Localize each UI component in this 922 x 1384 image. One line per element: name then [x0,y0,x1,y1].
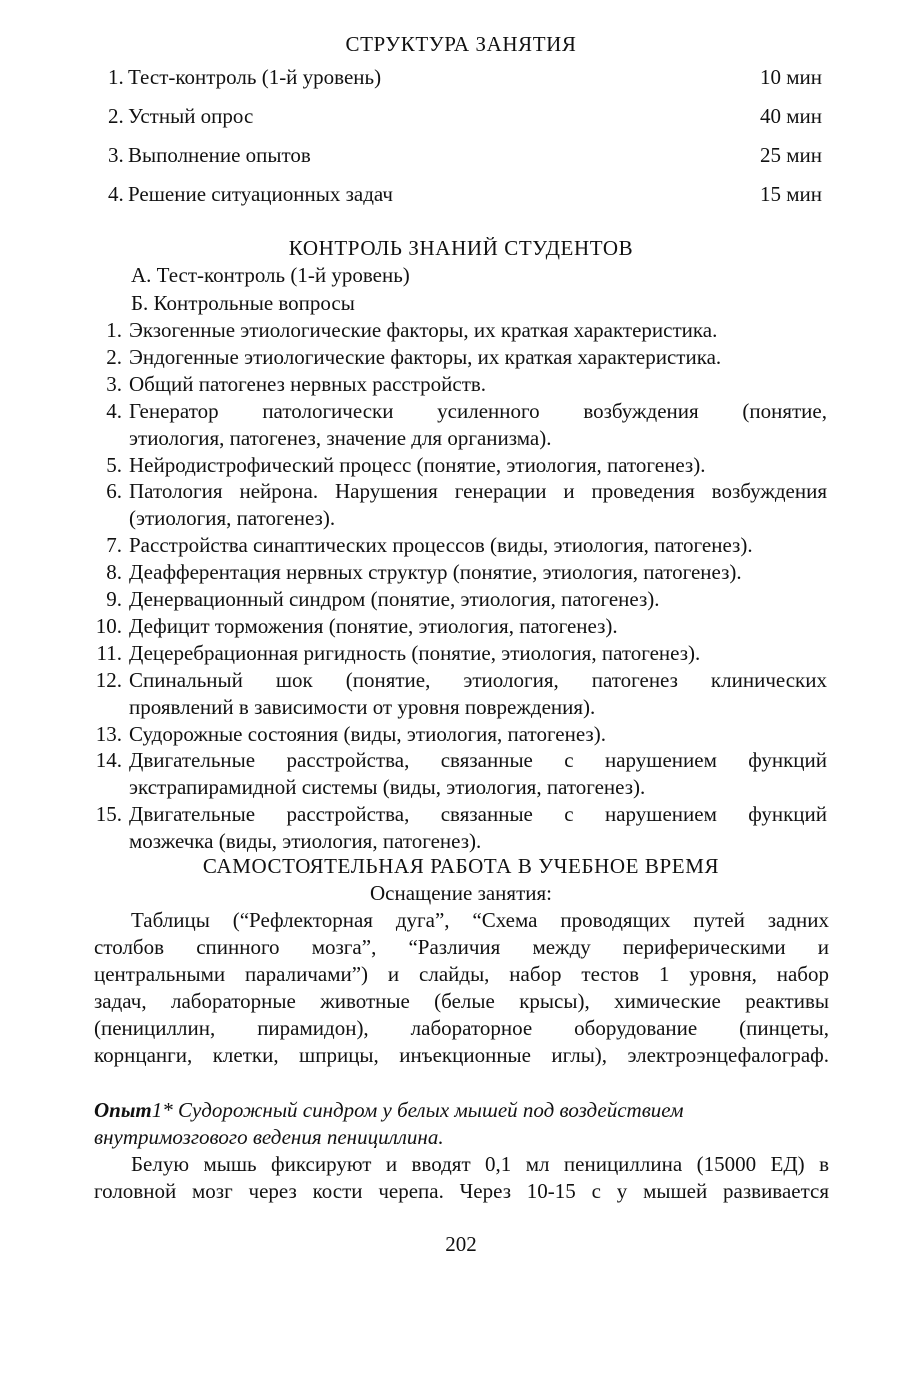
question-text: Дефицит торможения (понятие, этиология, патогенез). [129,613,618,638]
equipment-line: Таблицы (“Рефлекторная дуга”, “Схема проводящих путей задних [131,908,829,932]
structure-row-time: 25 мин [759,143,822,167]
question-number: 1. [106,318,122,342]
structure-row-label: Выполнение опытов [128,143,311,167]
equipment-line: столбов спинного мозга”, “Различия между периферическими и [94,935,829,959]
question-text: (этиология, патогенез). [129,506,336,531]
structure-heading: СТРУКТУРА ЗАНЯТИЯ [345,32,577,56]
question-number: 10. [95,613,122,638]
question-text: Децеребрационная ригидность (понятие, этиология, патогенез). [129,640,701,665]
question-number: 6. [106,479,122,504]
equipment-line: (пенициллин, пирамидон), лабораторное оборудование (пинцеты, [94,1016,829,1040]
experiment-body-line: Белую мышь фиксируют и вводят 0,1 мл пенициллина (15000 ЕД) в [131,1152,829,1176]
question-text: Эндогенные этиологические факторы, их краткая характеристика. [129,344,722,369]
question-text: этиология, патогенез, значение для организма). [129,425,552,450]
independent-heading: САМОСТОЯТЕЛЬНАЯ РАБОТА В УЧЕБНОЕ ВРЕМЯ [202,854,720,878]
structure-row-label: Тест-контроль (1-й уровень) [128,65,382,89]
question-number: 2. [106,344,122,369]
question-number: 14. [95,748,122,773]
question-text: Двигательные расстройства, связанные с нарушением функций [129,748,827,773]
question-number: 7. [106,533,122,558]
structure-row-num: 4. [108,182,124,206]
question-text: мозжечка (виды, этиология, патогенез). [129,829,482,854]
question-text: Денервационный синдром (понятие, этиология, патогенез). [129,587,660,611]
question-text: Генератор патологически усиленного возбуждения (понятие, [129,398,827,423]
question-text: Расстройства синаптических процессов (виды, этиология, патогенез). [129,533,753,558]
question-text: Деафферентация нервных структур (понятие, этиология, патогенез). [129,560,742,585]
control-heading: КОНТРОЛЬ ЗНАНИЙ СТУДЕНТОВ [288,236,634,260]
question-text: Общий патогенез нервных расстройств. [129,371,487,396]
equipment-line: задач, лабораторные животные (белые крысы), химические реактивы [94,989,829,1013]
question-text: Спинальный шок (понятие, этиология, патогенез клинических [129,667,827,692]
page-number: 202 [445,1232,477,1256]
question-number: 8. [106,560,122,585]
question-number: 4. [106,398,122,423]
experiment-title [94,1098,829,1123]
experiment-title-cont: внутримозгового ведения пенициллина. [94,1125,444,1149]
question-text: Судорожные состояния (виды, этиология, патогенез). [129,721,606,746]
question-text: Экзогенные этиологические факторы, их краткая характеристика. [129,318,718,342]
question-text: экстрапирамидной системы (виды, этиология, патогенез). [129,775,646,800]
question-number: 3. [106,371,122,396]
question-text: проявлений в зависимости от уровня повреждения). [129,694,596,719]
structure-row-label: Решение ситуационных задач [128,182,393,206]
question-text: Нейродистрофический процесс (понятие, этиология, патогенез). [129,452,706,477]
question-number: 12. [95,667,122,692]
control-sub-a: А. Тест-контроль (1-й уровень) [131,263,410,287]
question-text: Патология нейрона. Нарушения генерации и проведения возбуждения [129,479,827,504]
control-sub-b: Б. Контрольные вопросы [131,291,355,315]
experiment-body-line: головной мозг через кости черепа. Через 10-15 с у мышей развивается [94,1179,829,1203]
experiment-title-text: Судорожный синдром у белых мышей под воздействием [172,1098,684,1122]
equipment-line: корнцанги, клетки, шприцы, инъекционные иглы), электроэнцефалограф. [94,1043,829,1067]
equipment-subheading: Оснащение занятия: [369,881,552,905]
experiment-label: Опыт [94,1098,152,1122]
question-number: 13. [95,721,122,746]
question-number: 15. [95,802,122,827]
experiment-number: 1* [151,1098,173,1122]
structure-row-num: 2. [108,104,124,128]
structure-row-num: 3. [108,143,124,167]
question-text: Двигательные расстройства, связанные с нарушением функций [129,802,827,827]
structure-row-time: 10 мин [759,65,822,89]
structure-row-num: 1. [108,65,124,89]
question-number: 9. [106,587,122,611]
structure-row-label: Устный опрос [128,104,254,128]
structure-row-time: 40 мин [759,104,822,128]
equipment-line: центральными параличами”) и слайды, набор тестов 1 уровня, набор [94,962,829,986]
question-number: 11. [96,640,122,665]
structure-row-time: 15 мин [759,182,822,206]
question-number: 5. [106,452,122,477]
